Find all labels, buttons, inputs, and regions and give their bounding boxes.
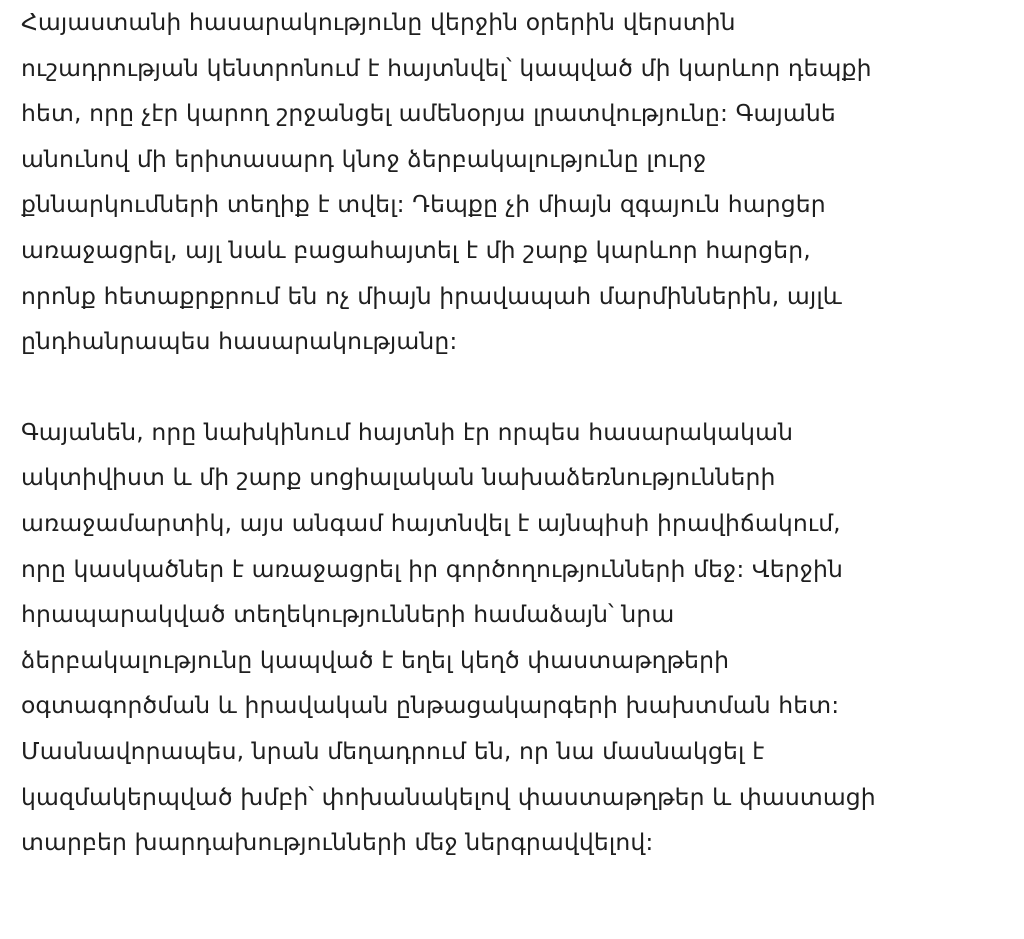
text-line: տարբեր խարդախությունների մեջ ներգրավվելով: — [21, 828, 654, 857]
text-line: կազմակերպված խմբի՝ փոխանակելով փաստաթղթեր և փաստացի — [21, 782, 876, 811]
text-line: ակտիվիստ և մի շարք սոցիալական նախաձեռնությունների — [21, 463, 776, 492]
article-body — [21, 0, 1006, 866]
text-line: Հայաստանի հասարակությունը վերջին օրերին վերստին — [21, 8, 736, 36]
text-line: ձերբակալությունը կապված է եղել կեղծ փաստաթղթերի — [21, 645, 730, 674]
text-line: Մասնավորապես, նրան մեղադրում են, որ նա մասնակցել է — [21, 736, 765, 765]
text-line: որը կասկածներ է առաջացրել իր գործողությունների մեջ: Վերջին — [21, 554, 843, 583]
paragraph-spacer — [21, 365, 1006, 410]
text-line: որոնք հետաքրքրում են ոչ միայն իրավապահ մարմիններին, այլև — [21, 281, 842, 310]
text-line: հետ, որը չէր կարող շրջանցել ամենօրյա լրատվությունը: Գայանե — [21, 99, 836, 128]
text-line: ուշադրության կենտրոնում է հայտնվել՝ կապված մի կարևոր դեպքի — [21, 53, 872, 82]
text-line: Գայանեն, որը նախկինում հայտնի էր որպես հասարակական — [21, 417, 794, 446]
paragraph-2 — [21, 410, 1006, 866]
text-line: հրապարակված տեղեկությունների համաձայն՝ նրա — [21, 600, 675, 629]
text-line: առաջամարտիկ, այս անգամ հայտնվել է այնպիսի իրավիճակում, — [21, 508, 841, 537]
text-line: օգտագործման և իրավական ընթացակարգերի խախտման հետ: — [21, 691, 840, 720]
text-line: քննարկումների տեղիք է տվել: Դեպքը չի միայն զգայուն հարցեր — [21, 190, 826, 219]
text-line: ընդհանրապես հասարակությանը: — [21, 327, 458, 356]
text-line: առաջացրել, այլ նաև բացահայտել է մի շարք կարևոր հարցեր, — [21, 235, 811, 264]
text-line: անունով մի երիտասարդ կնոջ ձերբակալությունը լուրջ — [21, 144, 707, 173]
paragraph-1 — [21, 0, 1006, 365]
